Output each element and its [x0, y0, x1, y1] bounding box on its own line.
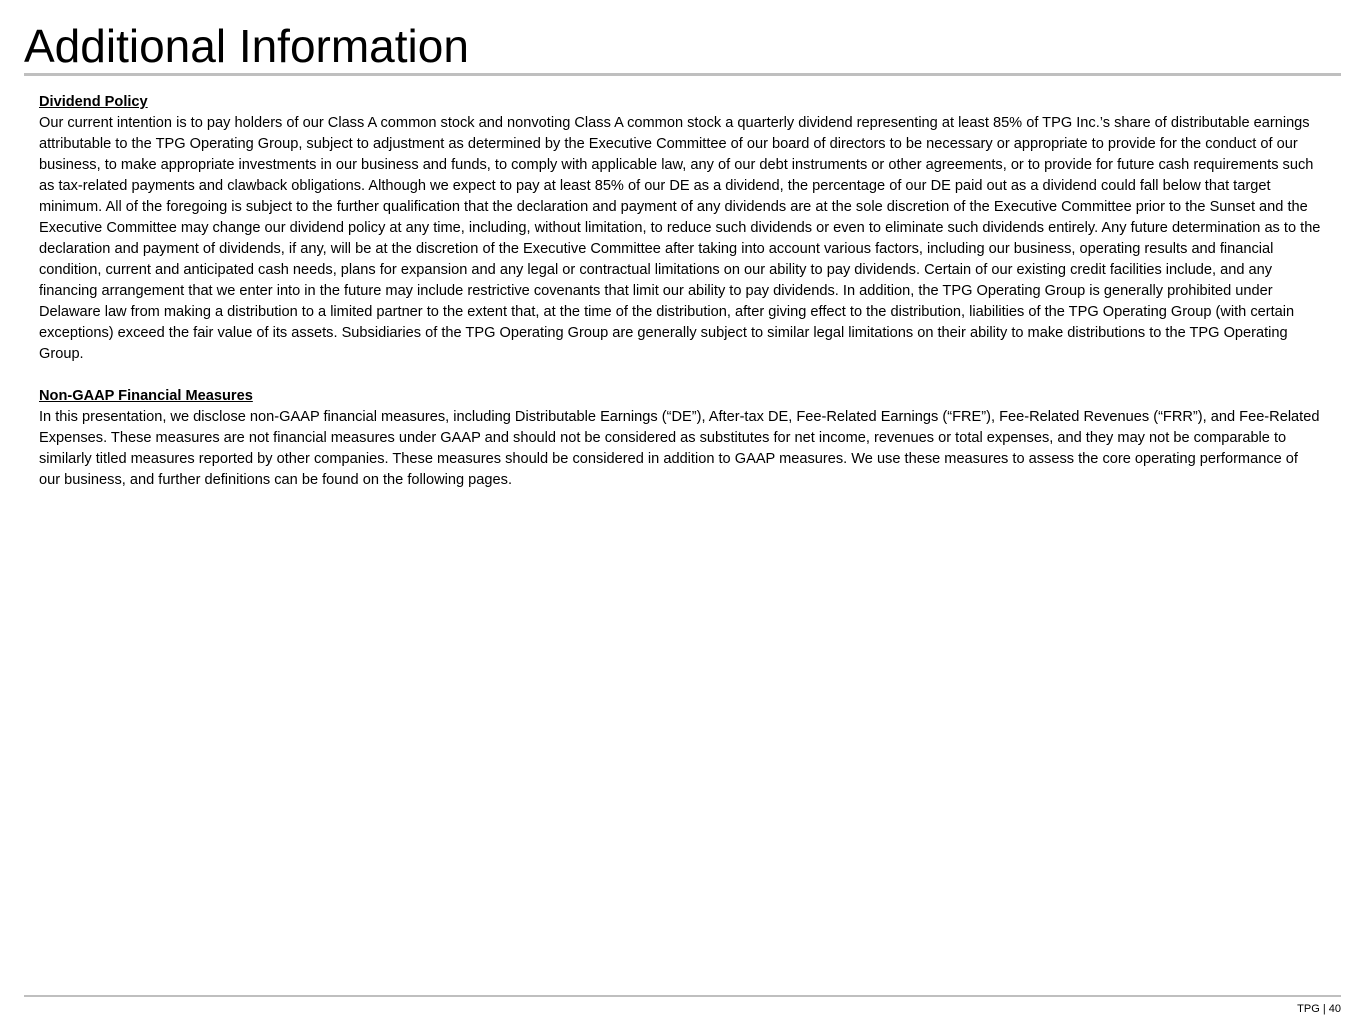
footer-divider	[24, 995, 1341, 997]
non-gaap-heading: Non-GAAP Financial Measures	[39, 388, 253, 404]
non-gaap-text: In this presentation, we disclose non-GAAP financial measures, including Distributable Earnings (“DE”), After-tax DE, Fee-Related Earnings (“FRE”), Fee-Related Revenues (“FRR”), and Fee-Related Expenses. These measures are not financial measures under GAAP and should not be considered as substitutes for net income, revenues or total expenses, and they may not be comparable to similarly titled measures reported by other companies. These measures should be considered in addition to GAAP measures. We use these measures to assess the core operating performance of our business, and further definitions can be found on the following pages.	[39, 409, 1320, 488]
page-number: TPG | 40	[1297, 1003, 1341, 1015]
page-title: Additional Information	[24, 20, 469, 72]
dividend-policy-heading: Dividend Policy	[39, 94, 148, 110]
dividend-policy-section	[39, 92, 1321, 365]
main-content	[39, 92, 1321, 512]
dividend-policy-text: Our current intention is to pay holders of our Class A common stock and nonvoting Class A common stock a quarterly dividend representing at least 85% of TPG Inc.’s share of distributable earnings attributable to the TPG Operating Group, subject to adjustment as determined by the Executive Committee of our board of directors to be necessary or appropriate to provide for the conduct of our business, to make appropriate investments in our business and funds, to comply with applicable law, any of our debt instruments or other agreements, or to provide for future cash requirements such as tax-related payments and clawback obligations. Although we expect to pay at least 85% of our DE as a dividend, the percentage of our DE paid out as a dividend could fall below that target minimum. All of the foregoing is subject to the further qualification that the declaration and payment of any dividends are at the sole discretion of the Executive Committee prior to the Sunset and the Executive Committee may change our dividend policy at any time, including, without limitation, to reduce such dividends or even to eliminate such dividends entirely. Any future determination as to the declaration and payment of dividends, if any, will be at the discretion of the Executive Committee after taking into account various factors, including our business, operating results and financial condition, current and anticipated cash needs, plans for expansion and any legal or contractual limitations on our ability to pay dividends. Certain of our existing credit facilities include, and any financing arrangement that we enter into in the future may include restrictive covenants that limit our ability to pay dividends. In addition, the TPG Operating Group is generally prohibited under Delaware law from making a distribution to a limited partner to the extent that, at the time of the distribution, after giving effect to the distribution, liabilities of the TPG Operating Group (with certain exceptions) exceed the fair value of its assets. Subsidiaries of the TPG Operating Group are generally subject to similar legal limitations on their ability to make distributions to the TPG Operating Group.	[39, 115, 1321, 362]
non-gaap-section	[39, 386, 1321, 491]
title-divider	[24, 73, 1341, 76]
